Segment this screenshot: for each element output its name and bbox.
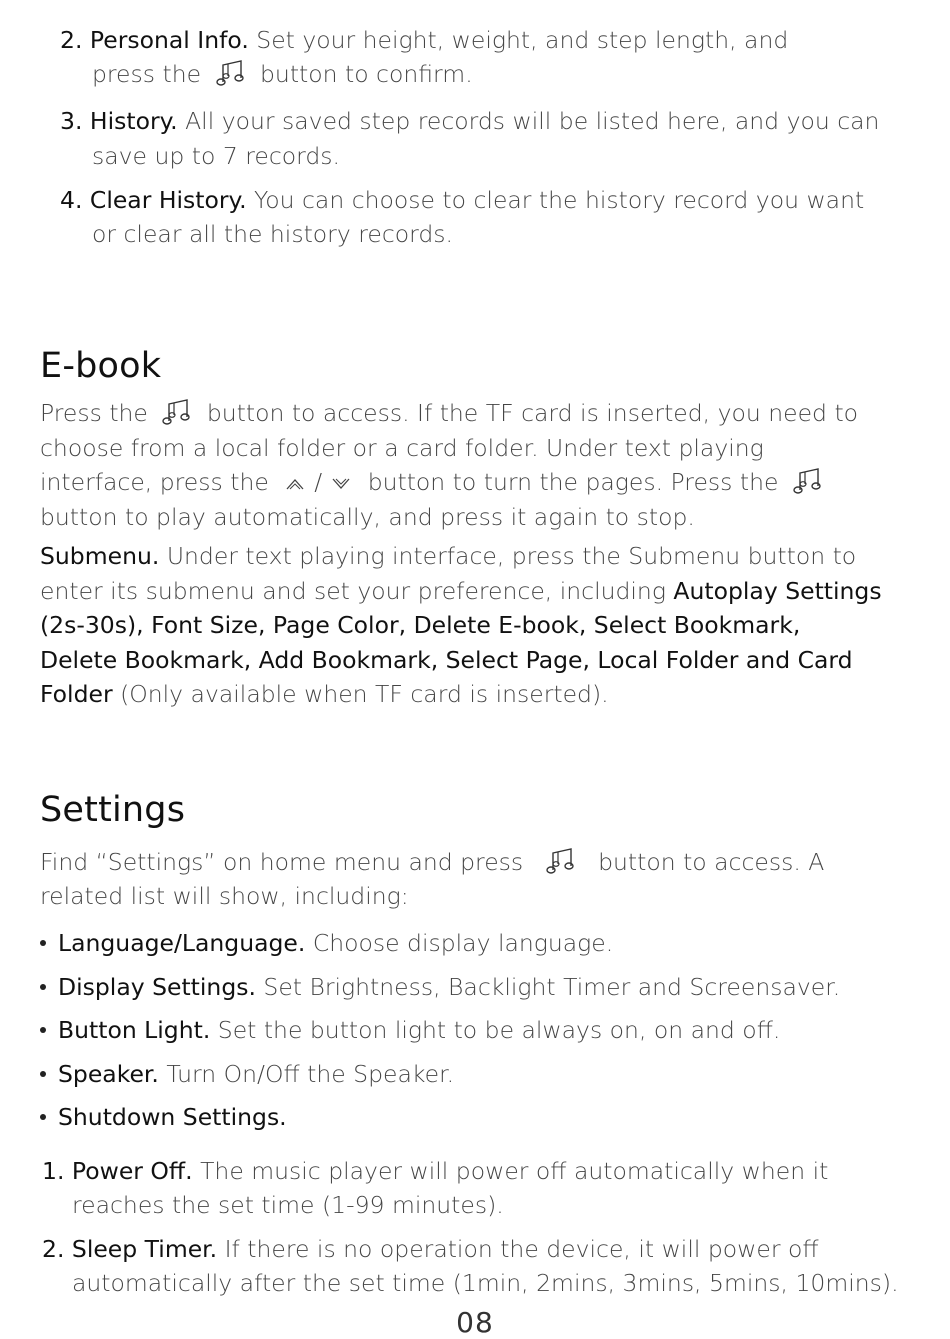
bullet-item <box>40 1058 454 1090</box>
list-item-history <box>60 105 879 137</box>
ebook-submenu-line <box>40 575 882 607</box>
item-title: Power Off. <box>71 1157 193 1185</box>
item-text: Set your height, weight, and step length, and <box>248 26 789 54</box>
item-text: All your saved step records will be listed here, and you can <box>177 107 880 135</box>
text: button to turn the pages. Press the <box>367 468 779 496</box>
text: Under text playing interface, press the Submenu button to <box>159 542 857 570</box>
settings-intro-line <box>40 846 824 878</box>
text: related list will show, including: <box>40 882 409 910</box>
text: Find “Settings” on home menu and press <box>40 848 524 876</box>
item-number: 3. <box>60 107 83 135</box>
ebook-paragraph-line <box>40 466 830 498</box>
item-text: The music player will power off automatically when it <box>192 1157 829 1185</box>
item-text: save up to 7 records. <box>92 142 341 170</box>
item-number: 1. <box>42 1157 65 1185</box>
bullet-item <box>40 1014 780 1046</box>
text: button to access. A <box>598 848 825 876</box>
term: Speaker. <box>58 1060 159 1088</box>
ebook-paragraph-line <box>40 397 858 429</box>
bullet-icon <box>40 1071 46 1077</box>
bullet-icon <box>40 940 46 946</box>
term: Autoplay Settings <box>673 577 882 605</box>
text: button to play automatically, and press it again to stop. <box>40 503 695 531</box>
item-title: Personal Info. <box>89 26 249 54</box>
list-item-history-cont <box>92 140 340 172</box>
section-heading-ebook: E-book <box>40 346 162 386</box>
term: Submenu. <box>40 542 160 570</box>
item-number: 2. <box>60 26 83 54</box>
text: choose from a local folder or a card folder. Under text playing <box>40 434 764 462</box>
item-text: You can choose to clear the history record you want <box>246 186 865 214</box>
chevron-down-icon <box>330 468 352 484</box>
list-item-personal-info-cont <box>92 58 473 90</box>
list-item-sleep-timer <box>42 1233 819 1265</box>
item-text: button to confirm. <box>260 60 473 88</box>
item-text: automatically after the set time (1min, 2mins, 3mins, 5mins, 10mins). <box>72 1269 899 1297</box>
music-note-icon <box>161 397 193 427</box>
text: enter its submenu and set your preference, including <box>40 577 674 605</box>
text: button to access. If the TF card is inserted, you need to <box>206 399 859 427</box>
music-note-icon <box>545 846 577 876</box>
bullet-icon <box>40 1114 46 1120</box>
page-number: 08 <box>456 1306 494 1339</box>
item-text: If there is no operation the device, it will power off <box>217 1235 819 1263</box>
ebook-submenu-line <box>40 609 800 641</box>
term: Delete Bookmark, Add Bookmark, Select Page, Local Folder and Card <box>40 646 853 674</box>
term: (2s-30s), Font Size, Page Color, Delete E-book, Select Bookmark, <box>40 611 801 639</box>
list-item-sleep-timer-cont <box>72 1267 899 1299</box>
ebook-submenu-line <box>40 644 853 676</box>
ebook-paragraph-line <box>40 432 764 464</box>
section-heading-settings: Settings <box>40 790 186 830</box>
text: Set Brightness, Backlight Timer and Screensaver. <box>255 973 841 1001</box>
text: interface, press the <box>40 468 269 496</box>
term: Button Light. <box>58 1016 211 1044</box>
settings-intro-line <box>40 880 409 912</box>
bullet-item <box>40 971 840 1003</box>
term: Display Settings. <box>58 973 256 1001</box>
separator: / <box>314 468 323 496</box>
list-item-power-off-cont <box>72 1189 504 1221</box>
item-text: or clear all the history records. <box>92 220 453 248</box>
bullet-item <box>40 927 613 959</box>
item-text: press the <box>92 60 202 88</box>
list-item-power-off <box>42 1155 828 1187</box>
bullet-icon <box>40 1027 46 1033</box>
text: Turn On/Off the Speaker. <box>158 1060 455 1088</box>
bullet-item <box>40 1101 287 1133</box>
item-number: 2. <box>42 1235 65 1263</box>
text: Set the button light to be always on, on and off. <box>210 1016 781 1044</box>
text: (Only available when TF card is inserted). <box>112 680 609 708</box>
ebook-paragraph-line <box>40 501 695 533</box>
chevron-up-icon <box>284 468 306 484</box>
list-item-clear-history <box>60 184 864 216</box>
item-title: History. <box>89 107 178 135</box>
term: Folder <box>40 680 113 708</box>
list-item-clear-history-cont <box>92 218 453 250</box>
term: Shutdown Settings. <box>58 1103 287 1131</box>
music-note-icon <box>792 466 824 496</box>
item-number: 4. <box>60 186 83 214</box>
term: Language/Language. <box>58 929 306 957</box>
bullet-icon <box>40 984 46 990</box>
ebook-submenu-line <box>40 678 609 710</box>
ebook-submenu-line <box>40 540 856 572</box>
text: Choose display language. <box>305 929 614 957</box>
text: Press the <box>40 399 148 427</box>
music-note-icon <box>215 58 247 88</box>
item-title: Sleep Timer. <box>71 1235 218 1263</box>
item-title: Clear History. <box>89 186 247 214</box>
list-item-personal-info <box>60 24 788 56</box>
item-text: reaches the set time (1-99 minutes). <box>72 1191 504 1219</box>
